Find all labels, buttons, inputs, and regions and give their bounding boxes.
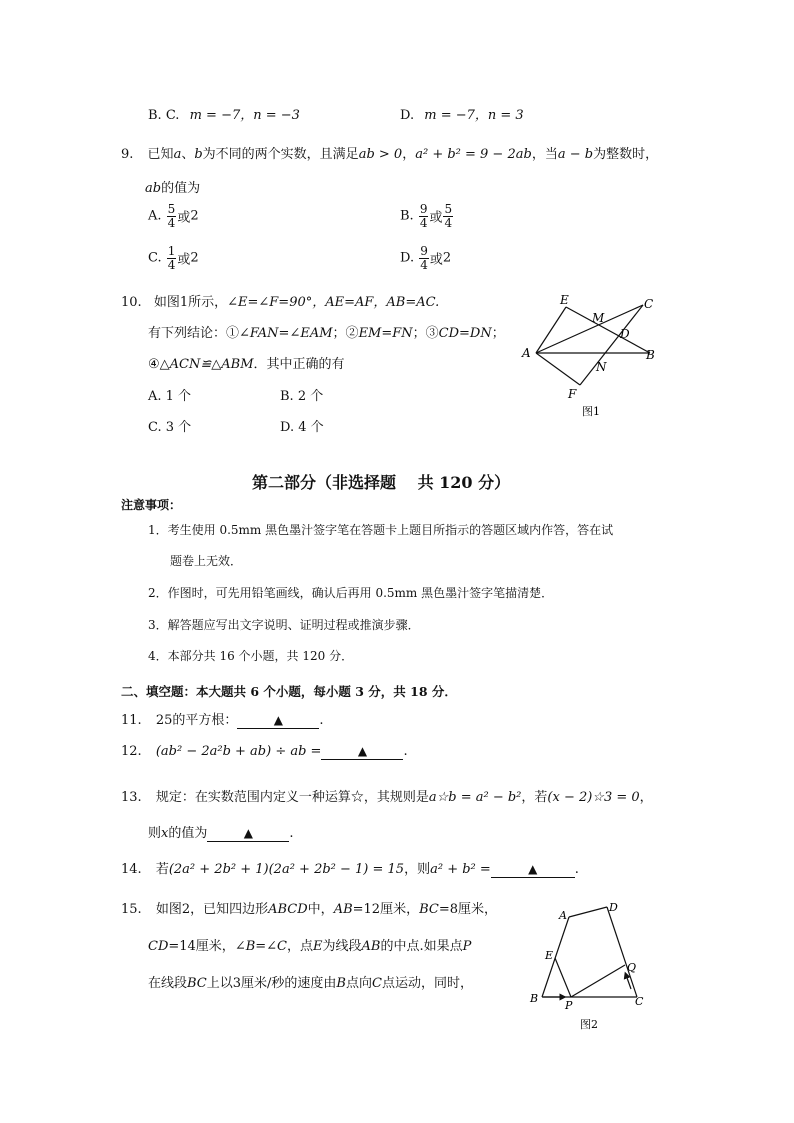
fig2-caption: 图2 [580, 1018, 598, 1031]
fig1-label-b: B [646, 348, 655, 362]
fig1-label-e: E [560, 293, 569, 307]
q10-option-c: C. 3 个 [148, 420, 192, 435]
fig2-label-q: Q [627, 961, 637, 974]
fig1-label-m: M [592, 311, 605, 325]
q9-stem-line2: ab的值为 [145, 181, 201, 196]
q15-line2: CD=14厘米，∠B=∠C，点E为线段AB的中点.如果点P [148, 939, 472, 954]
fig1-label-n: N [596, 360, 607, 374]
q14-answer-blank[interactable]: ▲ [491, 862, 575, 878]
q10-line1: 10. 如图1所示，∠E=∠F=90°，AE=AF，AB=AC. [121, 295, 440, 310]
q15-line1: 15. 如图2，已知四边形ABCD中，AB=12厘米，BC=8厘米， [121, 902, 497, 917]
q10-line3: ④△ACN≌△ABM．其中正确的有 [148, 357, 345, 372]
fig1-label-f: F [568, 387, 577, 401]
q9-option-c: C. $\frac{1}{4}$ 或2 [148, 244, 199, 272]
fraction: $\frac{1}{4}$ [167, 244, 176, 272]
q12: 12. (ab² − 2a²b + ab) ÷ ab = ▲ . [121, 744, 408, 759]
fig2-label-b: B [530, 992, 539, 1005]
fig2-label-p: P [565, 999, 573, 1012]
fig1-label-d: D [620, 327, 630, 341]
part2-title: 第二部分（非选择题 共 120 分） [252, 473, 511, 492]
q10-option-d: D. 4 个 [280, 420, 324, 435]
fraction: $\frac{9}{4}$ [419, 202, 428, 230]
fig2-label-e: E [545, 949, 554, 962]
fig2-label-c: C [635, 995, 644, 1008]
q12-answer-blank[interactable]: ▲ [321, 744, 403, 760]
fig1-label-a: A [522, 346, 531, 360]
fig1-caption: 图1 [582, 405, 600, 418]
note-1: 1．考生使用 0.5mm 黑色墨汁签字笔在答题卡上题目所指示的答题区域内作答，答在试 [148, 523, 614, 537]
notice-title: 注意事项： [121, 498, 182, 512]
q10-option-a: A. 1 个 [148, 389, 192, 404]
q13-answer-blank[interactable]: ▲ [207, 826, 289, 842]
note-4: 4．本部分共 16 个小题，共 120 分． [148, 649, 354, 663]
fraction: $\frac{5}{4}$ [444, 202, 453, 230]
q14: 14. 若(2a² + 2b² + 1)(2a² + 2b² − 1) = 15，则a² + b² = ▲ . [121, 862, 579, 877]
q11-answer-blank[interactable]: ▲ [237, 713, 319, 729]
q15-line3: 在线段BC上以3厘米/秒的速度由B点向C点运动，同时， [148, 976, 473, 991]
fraction: $\frac{5}{4}$ [167, 202, 176, 230]
q13-line1: 13. 规定：在实数范围内定义一种运算☆，其规则是a☆b = a² − b²，若(x − 2)☆3 = 0， [121, 790, 653, 805]
fig1-label-c: C [644, 297, 654, 311]
q11: 11. 25的平方根： ▲ . [121, 713, 324, 728]
q9-option-a: A. $\frac{5}{4}$ 或2 [148, 202, 199, 230]
q9-option-b: B. $\frac{9}{4}$ 或 $\frac{5}{4}$ [400, 202, 453, 230]
note-3: 3．解答题应写出文字说明、证明过程或推演步骤． [148, 618, 420, 632]
q9-stem: 9. 已知a、b为不同的两个实数，且满足ab > 0，a² + b² = 9 − 2ab，当a − b为整数时， [121, 147, 659, 162]
note-1-cont: 题卷上无效． [170, 554, 243, 568]
q8-option-d: D. m = −7，n = 3 [400, 108, 524, 123]
figure-2 [525, 895, 655, 1035]
fig2-label-d: D [609, 901, 618, 914]
note-2: 2．作图时，可先用铅笔画线，确认后再用 0.5mm 黑色墨汁签字笔描清楚． [148, 586, 554, 600]
q8-option-b: B. C. m = −7，n = −3 [148, 108, 300, 123]
figure-1 [510, 290, 670, 425]
q10-option-b: B. 2 个 [280, 389, 324, 404]
fig2-label-a: A [559, 909, 567, 922]
q13-line2: 则x的值为 ▲ . [148, 826, 294, 841]
section-2-title: 二、填空题：本大题共 6 个小题，每小题 3 分，共 18 分． [121, 684, 457, 699]
q9-option-d: D. $\frac{9}{4}$ 或2 [400, 244, 452, 272]
fraction: $\frac{9}{4}$ [420, 244, 428, 272]
q10-line2: 有下列结论：①∠FAN=∠EAM；②EM=FN；③CD=DN； [148, 326, 505, 341]
